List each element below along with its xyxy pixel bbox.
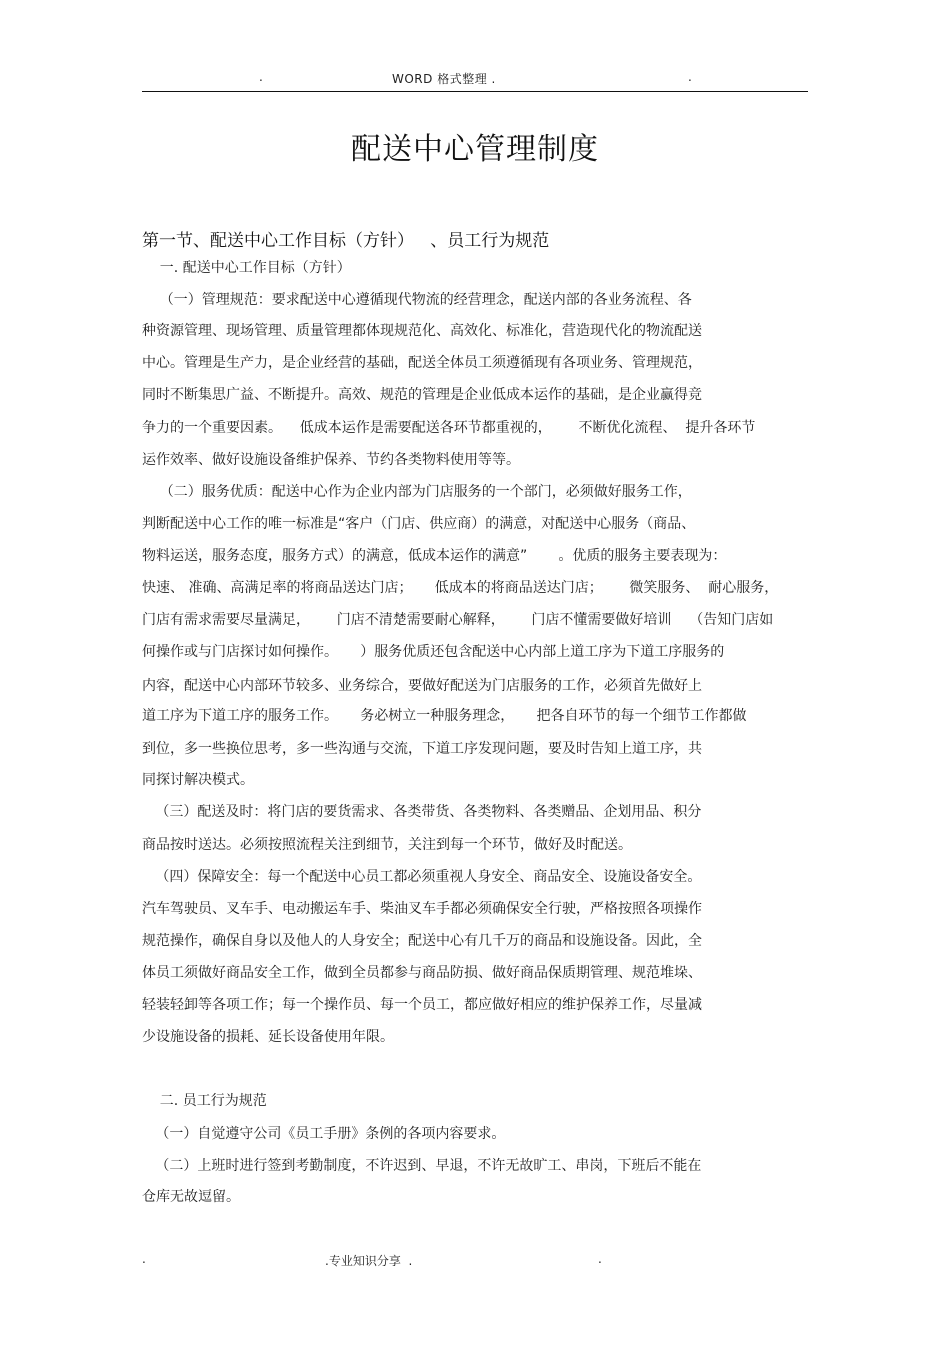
footer-dot-right: . [598,1252,602,1266]
body-line: 少设施设备的损耗、延长设备使用年限。 [142,1029,394,1045]
body-line: （二）服务优质：配送中心作为企业内部为门店服务的一个部门，必须做好服务工作， [142,484,692,500]
body-line: （四）保障安全：每一个配送中心员工都必须重视人身安全、商品安全、设施设备安全。 [142,869,702,885]
footer-dot-left: . [142,1252,146,1266]
section-heading: 第一节、配送中心工作目标（方针） 、员工行为规范 [142,231,550,251]
body-line: 体员工须做好商品安全工作，做到全员都参与商品防损、做好商品保质期管理、规范堆垛、 [142,965,702,981]
body-line: 运作效率、做好设施设备维护保养、节约各类物料使用等等。 [142,452,520,468]
body-line: 判断配送中心工作的唯一标准是“客户（门店、供应商）的满意，对配送中心服务（商品、 [142,516,696,532]
body-line: （一）自觉遵守公司《员工手册》条例的各项内容要求。 [142,1126,506,1142]
body-line: 二. 员工行为规范 [142,1093,267,1109]
body-line: 内容，配送中心内部环节较多、业务综合，要做好配送为门店服务的工作，必须首先做好上 [142,678,702,694]
body-line: 物料运送，服务态度，服务方式）的满意，低成本运作的满意” 。优质的服务主要表现为： [142,548,727,564]
body-line: 轻装轻卸等各项工作；每一个操作员、每一个员工，都应做好相应的维护保养工作，尽量减 [142,997,702,1013]
body-line: 一. 配送中心工作目标（方针） [142,260,351,276]
body-line: 快速、 准确、高满足率的将商品送达门店； 低成本的将商品送达门店； 微笑服务、 耐心服务， [142,580,779,596]
header-dot-left: . [259,70,263,84]
body-line: 同探讨解决模式。 [142,772,254,788]
body-line: 何操作或与门店探讨如何操作。 ）服务优质还包含配送中心内部上道工序为下道工序服务的 [142,644,725,660]
footer-text: .专业知识分享 . [325,1254,413,1268]
body-line: 汽车驾驶员、叉车手、电动搬运车手、柴油叉车手都必须确保安全行驶，严格按照各项操作 [142,901,702,917]
body-line: 种资源管理、现场管理、质量管理都体现规范化、高效化、标准化，营造现代化的物流配送 [142,323,702,339]
body-line: 规范操作，确保自身以及他人的人身安全；配送中心有几千万的商品和设施设备。因此，全 [142,933,702,949]
body-line: 门店有需求需要尽量满足， 门店不清楚需要耐心解释， 门店不懂需要做好培训 （告知门店如 [142,612,774,628]
page-header [142,66,808,88]
header-title: WORD 格式整理 . [392,72,496,86]
body-line: （二）上班时进行签到考勤制度，不许迟到、早退，不许无故旷工、串岗，下班后不能在 [142,1158,702,1174]
body-line: 道工序为下道工序的服务工作。 务必树立一种服务理念， 把各自环节的每一个细节工作都做 [142,708,747,724]
body-line: （三）配送及时：将门店的要货需求、各类带货、各类物料、各类赠品、企划用品、积分 [142,804,702,820]
document-title: 配送中心管理制度 [351,132,599,167]
body-line: 仓库无故逗留。 [142,1189,240,1205]
body-line: （一）管理规范：要求配送中心遵循现代物流的经营理念，配送内部的各业务流程、各 [142,292,692,308]
body-line: 同时不断集思广益、不断提升。高效、规范的管理是企业低成本运作的基础，是企业赢得竞 [142,387,702,403]
body-line: 中心。管理是生产力，是企业经营的基础，配送全体员工须遵循现有各项业务、管理规范， [142,355,702,371]
body-line: 争力的一个重要因素。 低成本运作是需要配送各环节都重视的， 不断优化流程、 提升各环节 [142,420,756,436]
header-rule [142,91,808,92]
body-line: 到位，多一些换位思考，多一些沟通与交流，下道工序发现问题，要及时告知上道工序，共 [142,741,702,757]
header-dot-right: . [688,70,692,84]
body-line: 商品按时送达。必须按照流程关注到细节，关注到每一个环节，做好及时配送。 [142,837,632,853]
